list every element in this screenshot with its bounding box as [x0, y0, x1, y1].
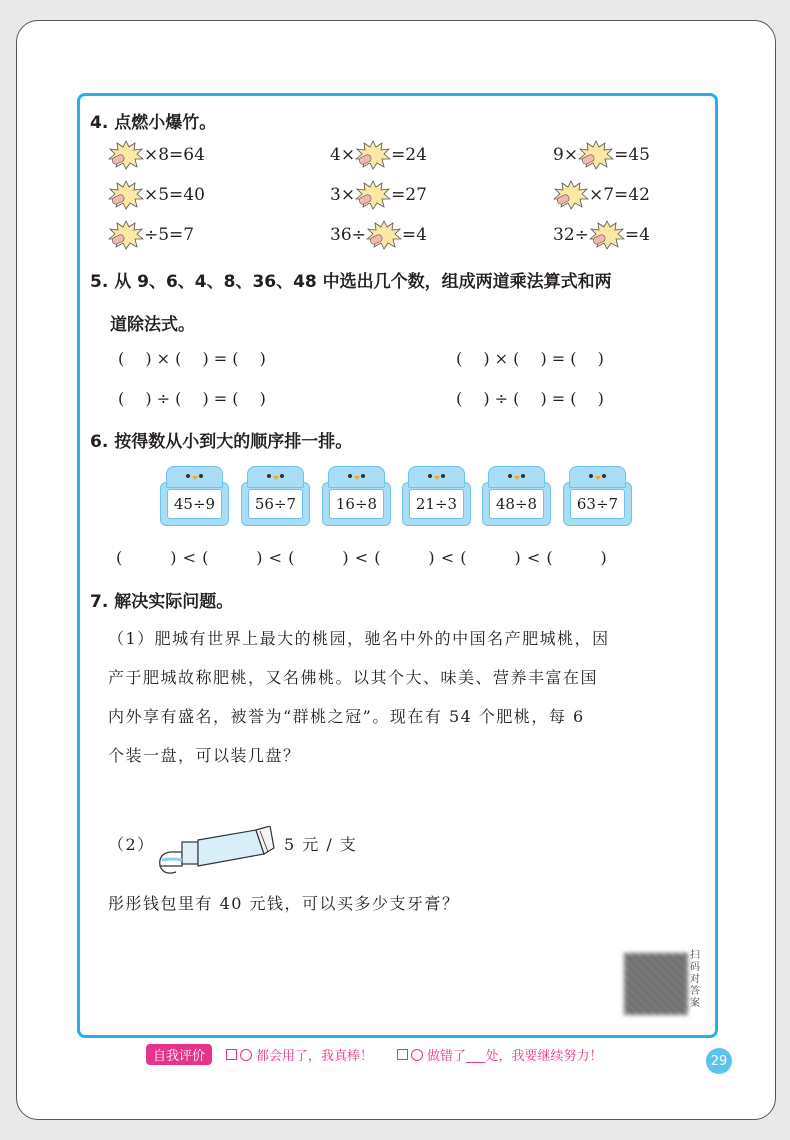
- q5-mul-2: ( ) × ( ) = ( ): [456, 349, 604, 368]
- firecracker-equation: [330, 220, 427, 250]
- q6-order-line: ( ) < ( ) < ( ) < ( ) < ( ) < ( ): [116, 548, 607, 567]
- firecracker-icon[interactable]: [108, 220, 144, 250]
- equation-prefix: 9×: [553, 145, 579, 165]
- equation-suffix: ×5=40: [144, 185, 205, 205]
- toothpaste-icon: [152, 826, 276, 882]
- firecracker-equation: [330, 140, 427, 170]
- division-card-expression: 16÷8: [329, 489, 384, 519]
- firecracker-icon[interactable]: [108, 140, 144, 170]
- equation-suffix: =24: [391, 145, 427, 165]
- division-card: [160, 466, 227, 524]
- q5-mul-1: ( ) × ( ) = ( ): [118, 349, 266, 368]
- firecracker-icon[interactable]: [578, 140, 614, 170]
- firecracker-equation: [108, 140, 205, 170]
- page-number: 29: [706, 1048, 732, 1074]
- division-card-expression: 56÷7: [248, 489, 303, 519]
- division-card: [241, 466, 308, 524]
- q7-p1-line4: 个装一盘，可以装几盘？: [108, 746, 301, 765]
- equation-prefix: 32÷: [553, 225, 589, 245]
- division-card: [563, 466, 630, 524]
- firecracker-equation: [553, 220, 650, 250]
- division-card-expression: 48÷8: [489, 489, 544, 519]
- firecracker-icon[interactable]: [589, 220, 625, 250]
- q7-p1-line1: （1）肥城有世界上最大的桃园，驰名中外的中国名产肥城桃，因: [108, 629, 610, 648]
- equation-suffix: =4: [624, 225, 650, 245]
- firecracker-icon[interactable]: [355, 180, 391, 210]
- division-card: [322, 466, 389, 524]
- q5-title-cont: 道除法式。: [110, 315, 195, 335]
- division-card-expression: 63÷7: [570, 489, 625, 519]
- equation-suffix: =27: [391, 185, 427, 205]
- q5-div-1: ( ) ÷ ( ) = ( ): [118, 389, 266, 408]
- firecracker-equation: [330, 180, 427, 210]
- self-eval-option-2: 做错了___处，我要继续努力！: [427, 1049, 603, 1064]
- qr-label: 扫码对答案: [690, 950, 700, 1009]
- q7-p2-question: 彤彤钱包里有 40 元钱，可以买多少支牙膏？: [108, 894, 460, 913]
- qr-code[interactable]: [624, 953, 688, 1015]
- q7-p2-label: （2）: [108, 835, 155, 854]
- equation-prefix: 3×: [330, 185, 356, 205]
- equation-suffix: ×7=42: [589, 185, 650, 205]
- firecracker-equation: [108, 180, 205, 210]
- q5-div-2: ( ) ÷ ( ) = ( ): [456, 389, 604, 408]
- equation-suffix: =4: [401, 225, 427, 245]
- division-card-expression: 21÷3: [409, 489, 464, 519]
- q7-title: 7. 解决实际问题。: [90, 592, 234, 612]
- firecracker-equation: [553, 140, 650, 170]
- q4-title: 4. 点燃小爆竹。: [90, 113, 217, 133]
- equation-suffix: ÷5=7: [144, 225, 195, 245]
- checkbox-2[interactable]: [397, 1049, 408, 1060]
- q6-title: 6. 按得数从小到大的顺序排一排。: [90, 432, 353, 452]
- sad-face-icon: [411, 1049, 423, 1061]
- division-card-expression: 45÷9: [167, 489, 222, 519]
- self-eval-option-1: 都会用了，我真棒！: [256, 1049, 374, 1064]
- equation-suffix: =45: [614, 145, 650, 165]
- equation-suffix: ×8=64: [144, 145, 205, 165]
- firecracker-icon[interactable]: [355, 140, 391, 170]
- equation-prefix: 4×: [330, 145, 356, 165]
- self-evaluation: [146, 1044, 603, 1065]
- firecracker-equation: [553, 180, 650, 210]
- division-card: [402, 466, 469, 524]
- division-card: [482, 466, 549, 524]
- q7-p1-line3: 内外享有盛名，被誉为“群桃之冠”。现在有 54 个肥桃，每 6: [108, 707, 585, 726]
- firecracker-icon[interactable]: [108, 180, 144, 210]
- smile-icon: [240, 1049, 252, 1061]
- checkbox-1[interactable]: [226, 1049, 237, 1060]
- q5-title: 5. 从 9、6、4、8、36、48 中选出几个数，组成两道乘法算式和两: [90, 272, 612, 292]
- firecracker-icon[interactable]: [366, 220, 402, 250]
- toothpaste-price: 5 元 / 支: [284, 835, 358, 854]
- q7-p1-line2: 产于肥城故称肥桃，又名佛桃。以其个大、味美、营养丰富在国: [108, 668, 599, 687]
- firecracker-icon[interactable]: [553, 180, 589, 210]
- equation-prefix: 36÷: [330, 225, 366, 245]
- self-eval-badge: 自我评价: [146, 1044, 212, 1065]
- firecracker-equation: [108, 220, 194, 250]
